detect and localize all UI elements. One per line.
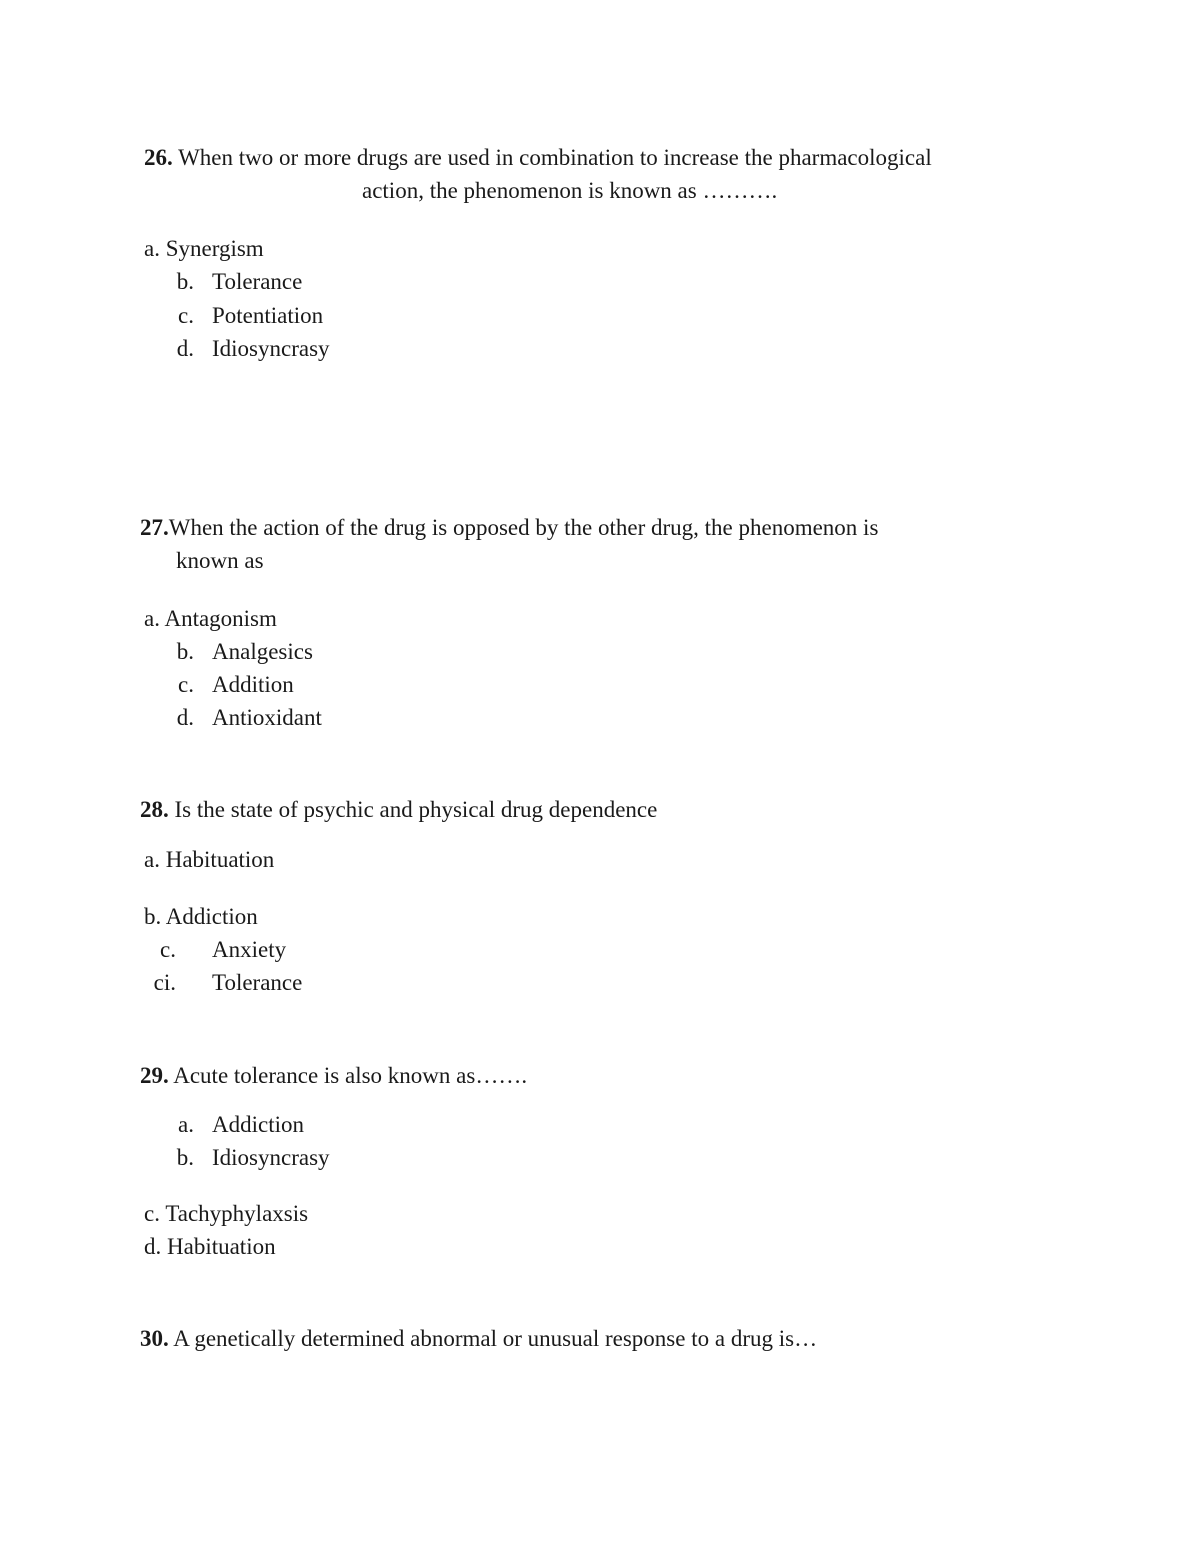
- option-text: Anxiety: [212, 937, 287, 962]
- option-text: Idiosyncrasy: [212, 1145, 330, 1170]
- option-marker: d.: [176, 336, 194, 361]
- q26-option-b: [0, 270, 400, 296]
- option-marker: c.: [160, 937, 176, 962]
- option-marker: b.: [176, 639, 194, 664]
- question-29-number: 29.: [140, 1063, 169, 1088]
- option-text: Tolerance: [212, 269, 303, 294]
- option-marker: c.: [144, 1201, 160, 1226]
- q26-option-a: [144, 237, 264, 260]
- q26-option-d: [0, 337, 400, 363]
- q28-option-d: [0, 971, 400, 997]
- option-text: Tolerance: [212, 970, 303, 995]
- option-marker: b.: [176, 1145, 194, 1170]
- question-27-number: 27.: [140, 515, 169, 540]
- option-text: Antioxidant: [212, 705, 322, 730]
- q29-option-a: [0, 1113, 400, 1139]
- option-text: Idiosyncrasy: [212, 336, 330, 361]
- option-marker: c.: [178, 303, 194, 328]
- q27-option-b: [0, 640, 400, 666]
- question-28-text-line1: [140, 798, 657, 821]
- option-marker: a.: [178, 1112, 194, 1137]
- question-27-text-line2: known as: [176, 548, 264, 573]
- question-28-number: 28.: [140, 797, 169, 822]
- option-text: Tachyphylaxsis: [165, 1201, 309, 1226]
- option-text: Addition: [212, 672, 294, 697]
- option-text: Analgesics: [212, 639, 313, 664]
- question-26-text-line1: [144, 146, 932, 169]
- question-28-text: Is the state of psychic and physical drug dependence: [168, 797, 658, 822]
- question-26-number: 26.: [144, 145, 173, 170]
- question-29-text: Acute tolerance is also known as…….: [168, 1063, 528, 1088]
- q28-option-a: [144, 848, 274, 871]
- option-text: Habituation: [167, 1234, 276, 1259]
- q28-option-b: [144, 905, 258, 928]
- q29-option-b: [0, 1146, 400, 1172]
- option-text: Potentiation: [212, 303, 324, 328]
- option-text: Habituation: [165, 847, 275, 872]
- option-text: Synergism: [165, 236, 264, 261]
- q29-option-c: [144, 1202, 308, 1225]
- option-marker: ci.: [153, 970, 176, 995]
- question-27-text-line1: [140, 516, 878, 539]
- option-marker: d.: [176, 705, 194, 730]
- q27-option-d: [0, 706, 400, 732]
- question-30-text: A genetically determined abnormal or unusual response to a drug is…: [168, 1326, 818, 1351]
- question-27-text: When the action of the drug is opposed by the other drug, the phenomenon is: [168, 515, 879, 540]
- option-text: Antagonism: [164, 606, 277, 631]
- question-26-text-line2: action, the phenomenon is known as ……….: [362, 178, 778, 203]
- option-text: Addiction: [165, 904, 258, 929]
- option-marker: a.: [144, 847, 160, 872]
- option-marker: b.: [144, 904, 162, 929]
- question-26-text: When two or more drugs are used in combination to increase the pharmacological: [172, 145, 932, 170]
- q27-option-c: [0, 673, 400, 699]
- q27-option-a: [144, 607, 277, 630]
- option-marker: a.: [144, 606, 160, 631]
- question-30-text-line1: [140, 1327, 817, 1350]
- question-30-number: 30.: [140, 1326, 169, 1351]
- option-marker: d.: [144, 1234, 162, 1259]
- option-marker: a.: [144, 236, 160, 261]
- question-29-text-line1: [140, 1064, 527, 1087]
- q28-option-c: [0, 938, 400, 964]
- q26-option-c: [0, 304, 400, 330]
- option-text: Addiction: [212, 1112, 304, 1137]
- option-marker: b.: [176, 269, 194, 294]
- q29-option-d: [144, 1235, 276, 1258]
- option-marker: c.: [178, 672, 194, 697]
